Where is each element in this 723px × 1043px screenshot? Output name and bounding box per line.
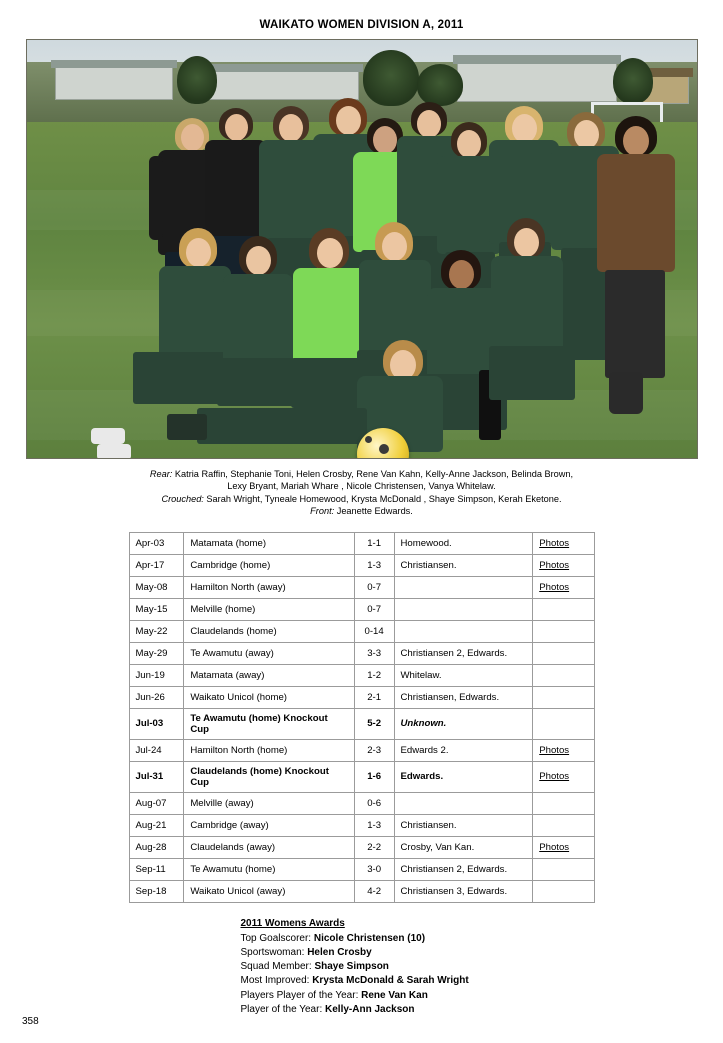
cell-photos [533, 814, 594, 836]
photos-link[interactable]: Photos [539, 559, 570, 571]
table-row [129, 576, 594, 598]
table-row [129, 532, 594, 554]
photo-building-left-roof [51, 60, 177, 68]
cell-date: May-08 [129, 576, 184, 598]
cell-scorers: Homewood. [394, 532, 533, 554]
cell-match: Cambridge (home) [184, 554, 354, 576]
cell-photos [533, 576, 594, 598]
photo-goalpost-top [591, 102, 663, 105]
awards-section [129, 917, 595, 1017]
cell-match: Hamilton North (home) [184, 739, 354, 761]
cell-scorers: Edwards 2. [394, 739, 533, 761]
caption-rear-line1 [26, 468, 698, 480]
photo-building-mid [209, 70, 359, 100]
table-row [129, 708, 594, 739]
cell-score: 1-3 [354, 814, 394, 836]
cell-scorers [394, 576, 533, 598]
caption-front-names: Jeanette Edwards. [334, 506, 413, 517]
cell-match: Waikato Unicol (home) [184, 686, 354, 708]
cell-photos [533, 739, 594, 761]
cell-score: 5-2 [354, 708, 394, 739]
cell-match: Melville (home) [184, 598, 354, 620]
cell-date: May-29 [129, 642, 184, 664]
cell-score: 0-14 [354, 620, 394, 642]
cell-photos [533, 664, 594, 686]
cell-scorers: Christiansen. [394, 814, 533, 836]
cell-match: Waikato Unicol (away) [184, 880, 354, 902]
cell-date: Aug-28 [129, 836, 184, 858]
photo-building-left [55, 66, 173, 100]
cell-match: Cambridge (away) [184, 814, 354, 836]
cell-photos [533, 554, 594, 576]
cell-scorers: Christiansen 3, Edwards. [394, 880, 533, 902]
cell-scorers [394, 598, 533, 620]
cell-photos [533, 642, 594, 664]
cell-date: Jun-19 [129, 664, 184, 686]
caption-front-line [26, 505, 698, 517]
cell-match: Claudelands (away) [184, 836, 354, 858]
award-label: Sportswoman: [240, 947, 308, 959]
table-row [129, 739, 594, 761]
cell-scorers: Christiansen. [394, 554, 533, 576]
cell-match: Matamata (away) [184, 664, 354, 686]
cell-score: 1-3 [354, 554, 394, 576]
cell-match: Claudelands (home) Knockout Cup [184, 761, 354, 792]
caption-rear-label: Rear: [149, 469, 173, 479]
table-row [129, 814, 594, 836]
award-label: Player of the Year: [240, 1003, 326, 1015]
award-value: Rene Van Kan [361, 989, 428, 1001]
cell-date: Sep-18 [129, 880, 184, 902]
cell-date: Apr-03 [129, 532, 184, 554]
photos-link[interactable]: Photos [539, 537, 570, 549]
table-row [129, 554, 594, 576]
cell-score: 3-0 [354, 858, 394, 880]
cell-match: Melville (away) [184, 792, 354, 814]
cell-score: 0-6 [354, 792, 394, 814]
cell-scorers: Unknown. [394, 708, 533, 739]
cell-scorers: Edwards. [394, 761, 533, 792]
table-row [129, 598, 594, 620]
award-value: Krysta McDonald & Sarah Wright [312, 975, 469, 987]
photo-tree-4 [613, 58, 653, 104]
cell-score: 0-7 [354, 576, 394, 598]
page-number: 358 [22, 1016, 39, 1027]
cell-photos [533, 836, 594, 858]
page-title: WAIKATO WOMEN DIVISION A, 2011 [259, 19, 464, 31]
photos-link[interactable]: Photos [539, 581, 570, 593]
cell-date: Jul-24 [129, 739, 184, 761]
cell-date: Jul-31 [129, 761, 184, 792]
cell-photos [533, 620, 594, 642]
table-row [129, 836, 594, 858]
photos-link[interactable]: Photos [539, 744, 570, 756]
cell-match: Matamata (home) [184, 532, 354, 554]
award-value: Nicole Christensen (10) [313, 932, 426, 944]
caption-crouched-line [26, 493, 698, 505]
awards-heading: 2011 Womens Awards [240, 917, 345, 929]
cell-photos [533, 598, 594, 620]
cell-photos [533, 761, 594, 792]
cell-score: 2-3 [354, 739, 394, 761]
award-item [241, 1003, 595, 1017]
cell-match: Te Awamutu (home) [184, 858, 354, 880]
award-item [241, 989, 595, 1003]
award-item [241, 946, 595, 960]
caption-rear-line2: Lexy Bryant, Mariah Whare , Nicole Christensen, Vanya Whitelaw. [227, 481, 496, 492]
table-row [129, 792, 594, 814]
caption-front-label: Front: [310, 506, 335, 517]
cell-photos [533, 708, 594, 739]
cell-photos [533, 792, 594, 814]
award-value: Kelly-Ann Jackson [325, 1003, 415, 1015]
award-label: Most Improved: [240, 975, 313, 987]
cell-scorers: Christiansen 2, Edwards. [394, 858, 533, 880]
award-item [241, 974, 595, 988]
table-row [129, 664, 594, 686]
cell-date: Apr-17 [129, 554, 184, 576]
cell-photos [533, 880, 594, 902]
cell-date: May-15 [129, 598, 184, 620]
table-row [129, 858, 594, 880]
award-value: Helen Crosby [307, 947, 372, 959]
cell-score: 0-7 [354, 598, 394, 620]
cell-date: Jul-03 [129, 708, 184, 739]
photo-tree-2 [363, 50, 419, 106]
results-table-body [129, 532, 594, 902]
photo-leg-brace [609, 372, 643, 414]
photo-tree-3 [417, 64, 463, 106]
caption-crouched-names: Sarah Wright, Tyneale Homewood, Krysta McDonald , Shaye Simpson, Kerah Eketone. [203, 493, 562, 504]
award-value: Shaye Simpson [314, 961, 389, 973]
award-item [241, 960, 595, 974]
cell-match: Hamilton North (away) [184, 576, 354, 598]
cell-score: 4-2 [354, 880, 394, 902]
cell-date: Sep-11 [129, 858, 184, 880]
cell-date: Jun-26 [129, 686, 184, 708]
results-table [129, 532, 595, 903]
table-row [129, 686, 594, 708]
cell-photos [533, 858, 594, 880]
cell-score: 3-3 [354, 642, 394, 664]
table-row [129, 620, 594, 642]
cell-score: 2-1 [354, 686, 394, 708]
team-photo-scene [27, 40, 697, 458]
awards-list [241, 932, 595, 1017]
photo-building-right-roof [453, 55, 621, 64]
cell-score: 1-1 [354, 532, 394, 554]
photos-link[interactable]: Photos [539, 841, 570, 853]
table-row [129, 880, 594, 902]
cell-score: 1-2 [354, 664, 394, 686]
table-row [129, 642, 594, 664]
cell-match: Claudelands (home) [184, 620, 354, 642]
cell-date: Aug-21 [129, 814, 184, 836]
cell-score: 1-6 [354, 761, 394, 792]
cell-photos [533, 686, 594, 708]
photo-building-right [457, 62, 617, 102]
caption-rear-names: Katria Raffin, Stephanie Toni, Helen Crosby, Rene Van Kahn, Kelly-Anne Jackson, Belinda Brown, [172, 469, 574, 479]
cell-date: May-22 [129, 620, 184, 642]
cell-scorers [394, 620, 533, 642]
cell-scorers: Christiansen 2, Edwards. [394, 642, 533, 664]
cell-match: Te Awamutu (home) Knockout Cup [184, 708, 354, 739]
cell-photos [533, 532, 594, 554]
photos-link[interactable]: Photos [539, 771, 570, 783]
table-row [129, 761, 594, 792]
cell-scorers: Christiansen, Edwards. [394, 686, 533, 708]
award-label: Squad Member: [240, 961, 315, 973]
cell-scorers: Whitelaw. [394, 664, 533, 686]
caption-crouched-label: Crouched: [161, 493, 204, 504]
award-label: Players Player of the Year: [240, 989, 362, 1001]
award-item [241, 932, 595, 946]
cell-scorers [394, 792, 533, 814]
cell-score: 2-2 [354, 836, 394, 858]
cell-match: Te Awamutu (away) [184, 642, 354, 664]
team-photo [26, 39, 698, 459]
photo-building-mid-roof [205, 64, 363, 72]
document-page [0, 19, 723, 1043]
photo-caption [26, 468, 698, 518]
photo-tree-1 [177, 56, 217, 104]
cell-scorers: Crosby, Van Kan. [394, 836, 533, 858]
award-label: Top Goalscorer: [240, 932, 314, 944]
cell-date: Aug-07 [129, 792, 184, 814]
